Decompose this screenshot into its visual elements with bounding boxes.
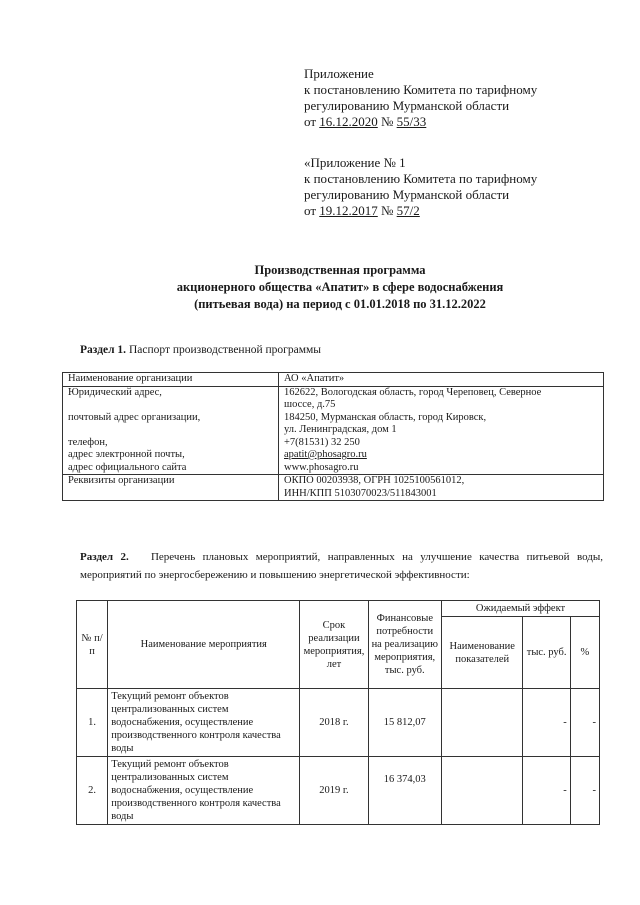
org-label: Наименование организации [63,373,279,387]
row-num: 2. [77,757,108,825]
title-line: (питьевая вода) на период с 01.01.2018 по 31.12.2022 [194,297,486,311]
section1-heading [80,344,321,356]
postal-address-label: почтовый адрес организации, [68,411,201,423]
measures-table [76,600,600,825]
postal-address-value: 184250, Мурманская область, город Кировск, [284,411,487,423]
contacts-labels [63,386,279,475]
title-line: Производственная программа [254,263,426,277]
site-link[interactable]: www.phosagro.ru [284,461,359,473]
phone-value: +7(81531) 32 250 [284,436,360,448]
legal-address-value: 162622, Вологодская область, город Череповец, Северное [284,386,542,398]
table-row [63,386,604,475]
annex-line: регулированию Мурманской области [304,98,510,113]
section2-heading [80,548,603,584]
section1-text: Паспорт производственной программы [128,344,322,356]
header-expected-effect: Ожидаемый эффект [442,601,600,617]
annex-line: регулированию Мурманской области [304,187,510,202]
row-term: 2018 г. [300,689,368,757]
row-percent: - [570,689,599,757]
section1-label: Раздел 1. [80,344,127,356]
row-finance: 15 812,07 [368,689,441,757]
row-indicators [442,689,523,757]
email-label: адрес электронной почты, [68,449,185,460]
table-header-row [77,601,600,617]
row-indicators [442,757,523,825]
phone-label: телефон, [68,436,108,448]
title-line: акционерного общества «Апатит» в сфере водоснабжения [176,280,504,294]
site-label: адрес официального сайта [68,461,187,473]
resolution-date: 16.12.2020 [319,114,378,129]
header-finance: Финансовые потребности на реализацию мероприятия, тыс. руб. [368,601,441,689]
row-name: Текущий ремонт объектов централизованных систем водоснабжения, осуществление производственного контроля качества воды [108,689,300,757]
header-indicators: Наименование показателей [442,617,523,689]
postal-address-value: ул. Ленинградская, дом 1 [284,424,397,435]
row-name: Текущий ремонт объектов централизованных систем водоснабжения, осуществление производственного контроля качества воды [108,757,300,825]
annex-title: «Приложение № 1 [304,155,406,170]
legal-address-label: Юридический адрес, [68,386,162,398]
number-label: № [381,114,394,129]
legal-address-value: шоссе, д.75 [284,399,336,410]
section2-text: Перечень плановых мероприятий, направленных на улучшение качества питьевой воды, мероприятий по энергосбережению и повышению энергетической эффективности: [80,551,604,581]
annex-current-resolution [304,66,537,130]
resolution-date: 19.12.2017 [319,203,378,218]
details-value: ОКПО 00203938, ОГРН 1025100561012, [284,475,465,486]
table-row [63,475,604,501]
from-label: от [304,203,317,218]
row-finance: 16 374,03 [368,757,441,825]
details-values [279,475,604,501]
row-num: 1. [77,689,108,757]
header-term: Срок реализации мероприятия, лет [300,601,368,689]
details-value: ИНН/КПП 5103070023/511843001 [284,487,437,499]
table-row [77,689,600,757]
passport-table [62,372,604,501]
email-link[interactable]: apatit@phosagro.ru [284,449,367,460]
table-row [77,757,600,825]
row-thousand-rub: - [523,757,570,825]
header-name: Наименование мероприятия [108,601,300,689]
annex-title: Приложение [304,66,374,81]
table-row [63,373,604,387]
document-title [60,262,620,313]
contacts-values [279,386,604,475]
number-label: № [381,203,394,218]
header-thousand-rub: тыс. руб. [523,617,570,689]
row-thousand-rub: - [523,689,570,757]
annex-line: к постановлению Комитета по тарифному [304,82,538,97]
header-percent: % [570,617,599,689]
row-term: 2019 г. [300,757,368,825]
header-num: № п/п [77,601,108,689]
annex-date-line [304,203,537,219]
row-percent: - [570,757,599,825]
annex-date-line [304,114,537,130]
details-label: Реквизиты организации [63,475,279,501]
org-value: АО «Апатит» [279,373,604,387]
resolution-number: 57/2 [396,203,420,218]
annex-original-resolution [304,155,537,219]
from-label: от [304,114,317,129]
resolution-number: 55/33 [396,114,427,129]
section2-label: Раздел 2. [80,551,129,563]
annex-line: к постановлению Комитета по тарифному [304,171,538,186]
